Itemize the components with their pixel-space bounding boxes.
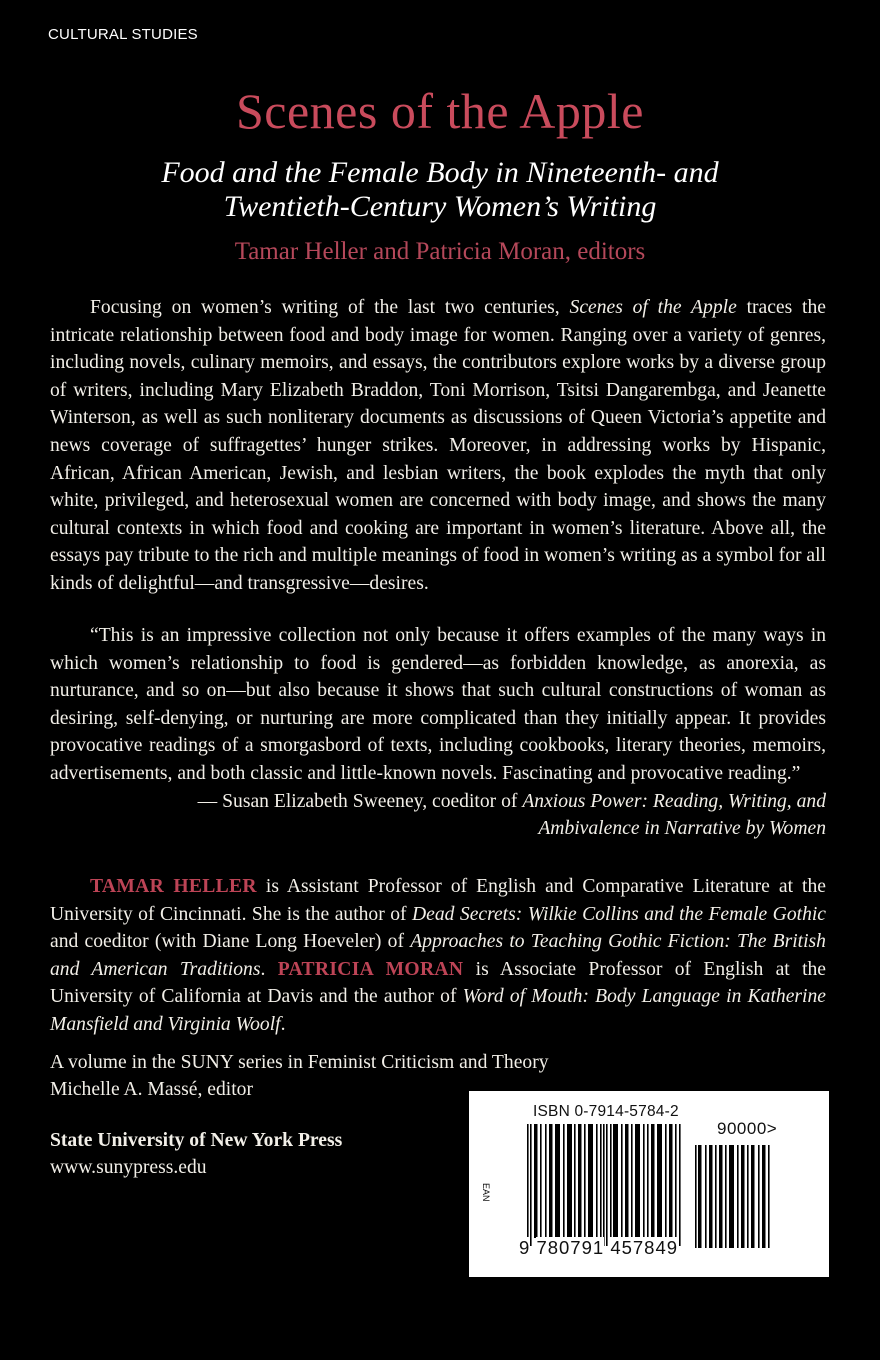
bio-text: is Assistant Professor of English and Comparative Literature at the University of Cincinnati. She is the author of [50, 876, 826, 925]
ean-label: EAN [481, 1183, 491, 1202]
bio-text: . [280, 1013, 286, 1035]
subtitle-line-2: Twentieth-Century Women’s Writing [223, 190, 657, 223]
editor-name-moran: PATRICIA MORAN [277, 958, 464, 980]
bio-text: and coeditor (with Diane Long Hoeveler) of [50, 931, 411, 953]
description-text: Focusing on women’s writing of the last two centuries, [90, 297, 570, 318]
ean-digits-left: 780791 [536, 1237, 605, 1258]
editor-name-heller: TAMAR HELLER [90, 876, 257, 897]
book-title: Scenes of the Apple [235, 83, 644, 139]
author-bios [50, 873, 826, 1039]
category-label: CULTURAL STUDIES [48, 26, 198, 43]
description [50, 294, 826, 598]
bio-text: is Associate Professor of English at the University of California at Davis and the author of [50, 958, 827, 1008]
book-subtitle [0, 156, 880, 224]
series-editor: Michelle A. Massé, editor [50, 1079, 253, 1100]
isbn-number: ISBN 0-7914-5784-2 [533, 1103, 679, 1120]
editors-line: Tamar Heller and Patricia Moran, editors [234, 238, 646, 265]
description-text: traces the intricate relationship between food and body image for women. Ranging over a variety of genres, including novels, culinary memoirs, and essays, the contributors explore works by a diverse group of writers, including Mary Elizabeth Braddon, Toni Morrison, Tsitsi Dangarembga, and Jeanette Winterson, as well as such nonliterary documents as discussions of Queen Victoria’s appetite and news coverage of suffragettes’ hunger strikes. Moreover, in addressing works by Hispanic, African, African American, Jewish, and lesbian writers, the book explodes the myth that only white, privileged, and heterosexual women are concerned with body image, and shows the many cultural contexts in which food and cooking are important in women’s literature. Above all, the essays pay tribute to the rich and multiple meanings of food in women’s writing as a symbol for all kinds of delightful—and transgressive—desires. [50, 297, 826, 594]
bio-text: . [260, 958, 278, 980]
price-addon: 90000> [717, 1119, 778, 1138]
publisher-info [50, 1127, 342, 1181]
blurb-quote: “This is an impressive collection not only because it offers examples of the many ways in which women’s relationship to food is gendered—as forbidden knowledge, as anorexia, as nurturance, and so on—but also because it shows that such cultural constructions of woman as desiring, self-denying, or nurturing are more complicated than they initially appear. It provides provocative readings of a smorgasbord of texts, including cookbooks, literary theories, memoirs, advertisements, and both classic and little-known novels. Fascinating and provocative reading.” [50, 625, 826, 784]
description-paragraph [50, 294, 826, 598]
work-title: Approaches to Teaching Gothic Fiction: The British and American Traditions [50, 931, 826, 980]
ean-digits-right: 457849 [610, 1237, 679, 1258]
publisher-url[interactable]: www.sunypress.edu [50, 1157, 207, 1178]
attribution-work-cont: Ambivalence in Narrative by Women [538, 818, 826, 840]
ean-digits [519, 1237, 678, 1259]
subtitle-line-1: Food and the Female Body in Nineteenth- and [161, 156, 719, 189]
bio-paragraph [50, 873, 826, 1039]
work-title: Word of Mouth: Body Language in Katherine Mansfield and Virginia Woolf [50, 986, 826, 1035]
attribution-work: Anxious Power: Reading, Writing, and [522, 790, 826, 812]
publisher-name: State University of New York Press [50, 1130, 343, 1151]
series-name: A volume in the SUNY series in Feminist Criticism and Theory [50, 1052, 549, 1073]
blurb-attribution [50, 788, 826, 843]
blurb [50, 622, 826, 843]
work-title: Dead Secrets: Wilkie Collins and the Female Gothic [412, 903, 827, 925]
title-reference: Scenes of the Apple [569, 297, 737, 318]
ean-digit-first: 9 [519, 1237, 531, 1258]
attribution-author: — Susan Elizabeth Sweeney, coeditor of [197, 790, 523, 812]
isbn-barcode [469, 1091, 829, 1277]
